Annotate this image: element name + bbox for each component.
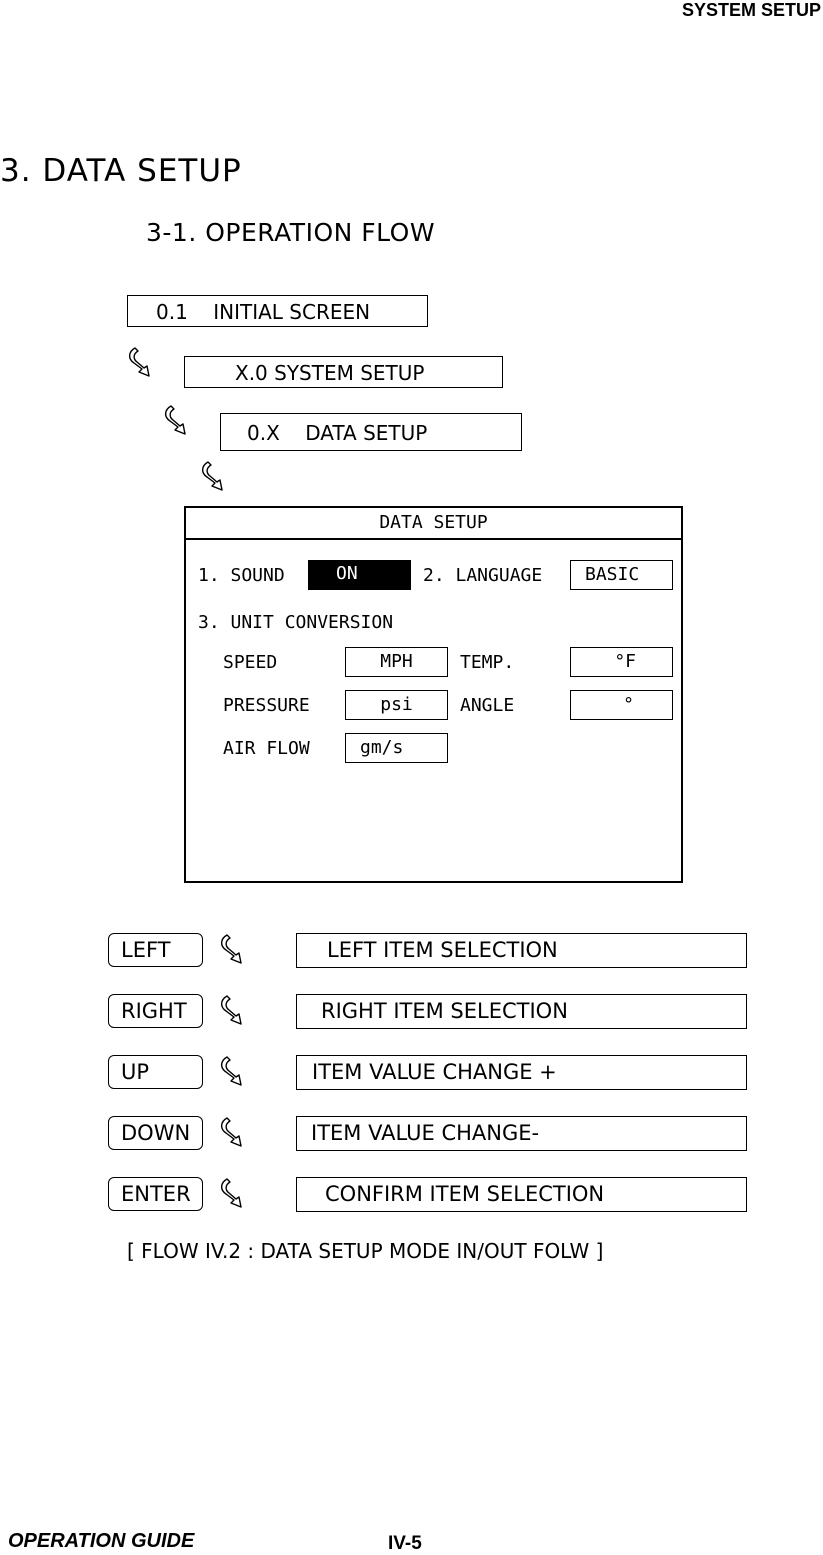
key-right-action: RIGHT ITEM SELECTION bbox=[296, 994, 747, 1029]
key-arrow-icon bbox=[218, 932, 244, 968]
key-arrow-icon bbox=[218, 1115, 244, 1151]
temp-label: TEMP. bbox=[460, 652, 515, 673]
language-label: 2. LANGUAGE bbox=[423, 565, 543, 586]
footer-guide-title: OPERATION GUIDE bbox=[8, 1530, 195, 1552]
key-down-action: ITEM VALUE CHANGE- bbox=[296, 1116, 747, 1151]
section-title: 3. DATA SETUP bbox=[0, 153, 242, 189]
pressure-label: PRESSURE bbox=[223, 695, 310, 716]
subsection-title: 3-1. OPERATION FLOW bbox=[146, 218, 436, 247]
key-arrow-icon bbox=[218, 1176, 244, 1212]
language-value-field[interactable]: BASIC bbox=[570, 560, 673, 590]
airflow-value-field[interactable]: gm/s bbox=[345, 733, 448, 763]
data-setup-screen bbox=[184, 506, 683, 883]
page-number: IV-5 bbox=[388, 1533, 422, 1554]
pressure-value-field[interactable]: psi bbox=[345, 690, 448, 720]
key-arrow-icon bbox=[218, 993, 244, 1029]
speed-value-field[interactable]: MPH bbox=[345, 647, 448, 677]
key-enter-label: ENTER bbox=[108, 1177, 203, 1211]
flow-arrow-icon bbox=[126, 345, 152, 381]
speed-label: SPEED bbox=[223, 652, 278, 673]
key-up-action: ITEM VALUE CHANGE + bbox=[296, 1055, 747, 1090]
section-header: SYSTEM SETUP bbox=[681, 0, 821, 20]
figure-caption: [ FLOW IV.2 : DATA SETUP MODE IN/OUT FOLW ] bbox=[127, 1239, 604, 1263]
key-left-label: LEFT bbox=[108, 933, 203, 967]
screen-title: DATA SETUP bbox=[186, 508, 681, 540]
angle-label: ANGLE bbox=[460, 695, 515, 716]
key-down-label: DOWN bbox=[108, 1116, 203, 1150]
flow-arrow-icon bbox=[199, 459, 225, 495]
sound-label: 1. SOUND bbox=[198, 565, 285, 586]
angle-value-field[interactable]: ° bbox=[570, 690, 673, 720]
key-left-action: LEFT ITEM SELECTION bbox=[296, 933, 747, 968]
flow-step-system-setup: X.0 SYSTEM SETUP bbox=[184, 356, 503, 388]
unit-conversion-label: 3. UNIT CONVERSION bbox=[198, 612, 394, 633]
flow-step-initial-screen: 0.1 INITIAL SCREEN bbox=[127, 295, 428, 327]
flow-arrow-icon bbox=[162, 403, 188, 439]
key-up-label: UP bbox=[108, 1055, 203, 1089]
key-enter-action: CONFIRM ITEM SELECTION bbox=[296, 1177, 747, 1212]
airflow-label: AIR FLOW bbox=[223, 738, 310, 759]
sound-value-field[interactable]: ON bbox=[308, 560, 411, 590]
key-arrow-icon bbox=[218, 1054, 244, 1090]
key-right-label: RIGHT bbox=[108, 994, 203, 1028]
temp-value-field[interactable]: °F bbox=[570, 647, 673, 677]
flow-step-data-setup: 0.X DATA SETUP bbox=[220, 413, 522, 451]
